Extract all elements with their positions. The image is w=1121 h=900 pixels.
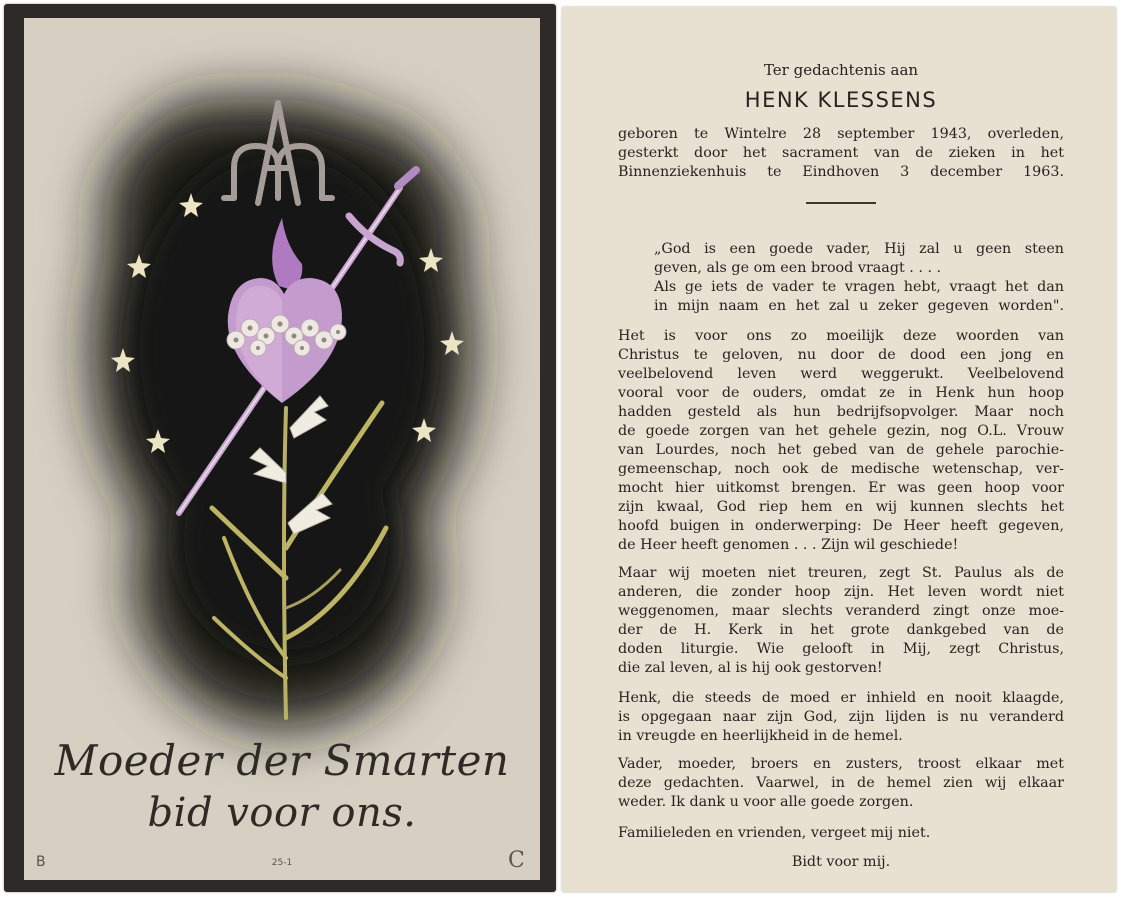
paragraph-line: weder. Ik dank u voor alle goede zorgen. bbox=[618, 794, 914, 810]
card-title-line2: bid voor ons. bbox=[147, 790, 417, 836]
publisher-mark-right: C bbox=[508, 848, 525, 873]
paragraph-2 bbox=[618, 564, 1064, 678]
paragraph-line: weggenomen, maar slechts veranderd zingt onze moe- bbox=[618, 603, 1064, 619]
paragraph-line: in vreugde en heerlijkheid in de hemel. bbox=[618, 728, 903, 744]
paragraph-line: anderen, die zonder hoop zijn. Het leven wordt niet bbox=[618, 584, 1064, 600]
publisher-mark-left: B bbox=[36, 854, 46, 870]
paragraph-line: veelbelovend leven werd weggerukt. Veelbelovend bbox=[618, 366, 1064, 382]
paragraph-line: de goede zorgen van het gehele gezin, nog O.L. Vrouw bbox=[618, 423, 1064, 439]
paragraph-line: deze gedachten. Vaarwel, in de hemel zien wij elkaar bbox=[618, 775, 1064, 791]
paragraph-line: Vader, moeder, broers en zusters, troost elkaar met bbox=[618, 756, 1064, 772]
devotional-card-front bbox=[4, 4, 556, 892]
paragraph-3 bbox=[618, 689, 1064, 746]
paragraph-line: doden liturgie. Wie gelooft in Mij, zegt Christus, bbox=[618, 641, 1064, 657]
paragraph-line: mocht hier uitkomst brengen. Er was geen hoop voor bbox=[618, 480, 1064, 496]
paragraph-line: Maar wij moeten niet treuren, zegt St. Paulus als de bbox=[618, 565, 1064, 581]
paragraph-line: is opgegaan naar zijn God, zijn lijden is nu veranderd bbox=[618, 709, 1064, 725]
deceased-name: HENK KLESSENS bbox=[744, 88, 938, 112]
paragraph-line: hoofd buigen in onderwerping: De Heer heeft gegeven, bbox=[618, 518, 1064, 534]
memorial-intro: Ter gedachtenis aan bbox=[763, 61, 919, 79]
paragraph-line: zijn kwaal, God riep hem en wij kunnen slechts het bbox=[618, 499, 1064, 515]
birth-line: geboren te Wintelre 28 september 1943, overleden, bbox=[618, 126, 1064, 142]
paragraph-line: Henk, die steeds de moed er inhield en nooit klaagde, bbox=[618, 690, 1064, 706]
quote-line: Als ge iets de vader te vragen hebt, vraagt het dan bbox=[654, 279, 1064, 295]
birth-line: gesterkt door het sacrament van de zieken in het bbox=[618, 145, 1064, 161]
paragraph-line: der de H. Kerk in het grote dankgebed van de bbox=[618, 622, 1064, 638]
closing-line: Familieleden en vrienden, vergeet mij niet. bbox=[618, 825, 931, 841]
paragraph-line: de Heer heeft genomen . . . Zijn wil geschiede! bbox=[618, 537, 959, 553]
paragraph-line: vooral voor de ouders, omdat ze in Henk hun hoop bbox=[618, 385, 1064, 401]
paragraph-1 bbox=[618, 327, 1064, 555]
paragraph-line: Christus te geloven, nu door de dood een jong en bbox=[618, 347, 1064, 363]
paragraph-line: Het is voor ons zo moeilijk deze woorden van bbox=[618, 328, 1064, 344]
divider-line bbox=[806, 202, 876, 204]
paragraph-line: gemeenschap, noch ook de medische wetenschap, ver- bbox=[618, 461, 1064, 477]
paragraph-line: hadden gesteld als hun bedrijfsopvolger. Maar noch bbox=[618, 404, 1064, 420]
quote-line: in mijn naam en het zal u zeker gegeven worden". bbox=[654, 298, 1064, 314]
scripture-quote bbox=[654, 240, 1064, 316]
prayer-request: Bidt voor mij. bbox=[791, 854, 891, 870]
card-front-artwork bbox=[24, 18, 540, 880]
print-code: 25-1 bbox=[271, 858, 293, 868]
paragraph-line: die zal leven, al is hij ook gestorven! bbox=[618, 660, 883, 676]
quote-line: „God is een goede vader, Hij zal u geen steen bbox=[654, 241, 1064, 257]
quote-line: geven, als ge om een brood vraagt . . . . bbox=[654, 260, 942, 276]
birth-line: Binnenziekenhuis te Eindhoven 3 december 1963. bbox=[618, 164, 1064, 180]
birth-death-details bbox=[618, 125, 1064, 182]
paragraph-4 bbox=[618, 755, 1064, 812]
paragraph-line: van Lourdes, noch het gebed van de gehele parochie- bbox=[618, 442, 1064, 458]
memorial-card-back bbox=[562, 7, 1116, 892]
card-title-line1: Moeder der Smarten bbox=[54, 736, 510, 785]
